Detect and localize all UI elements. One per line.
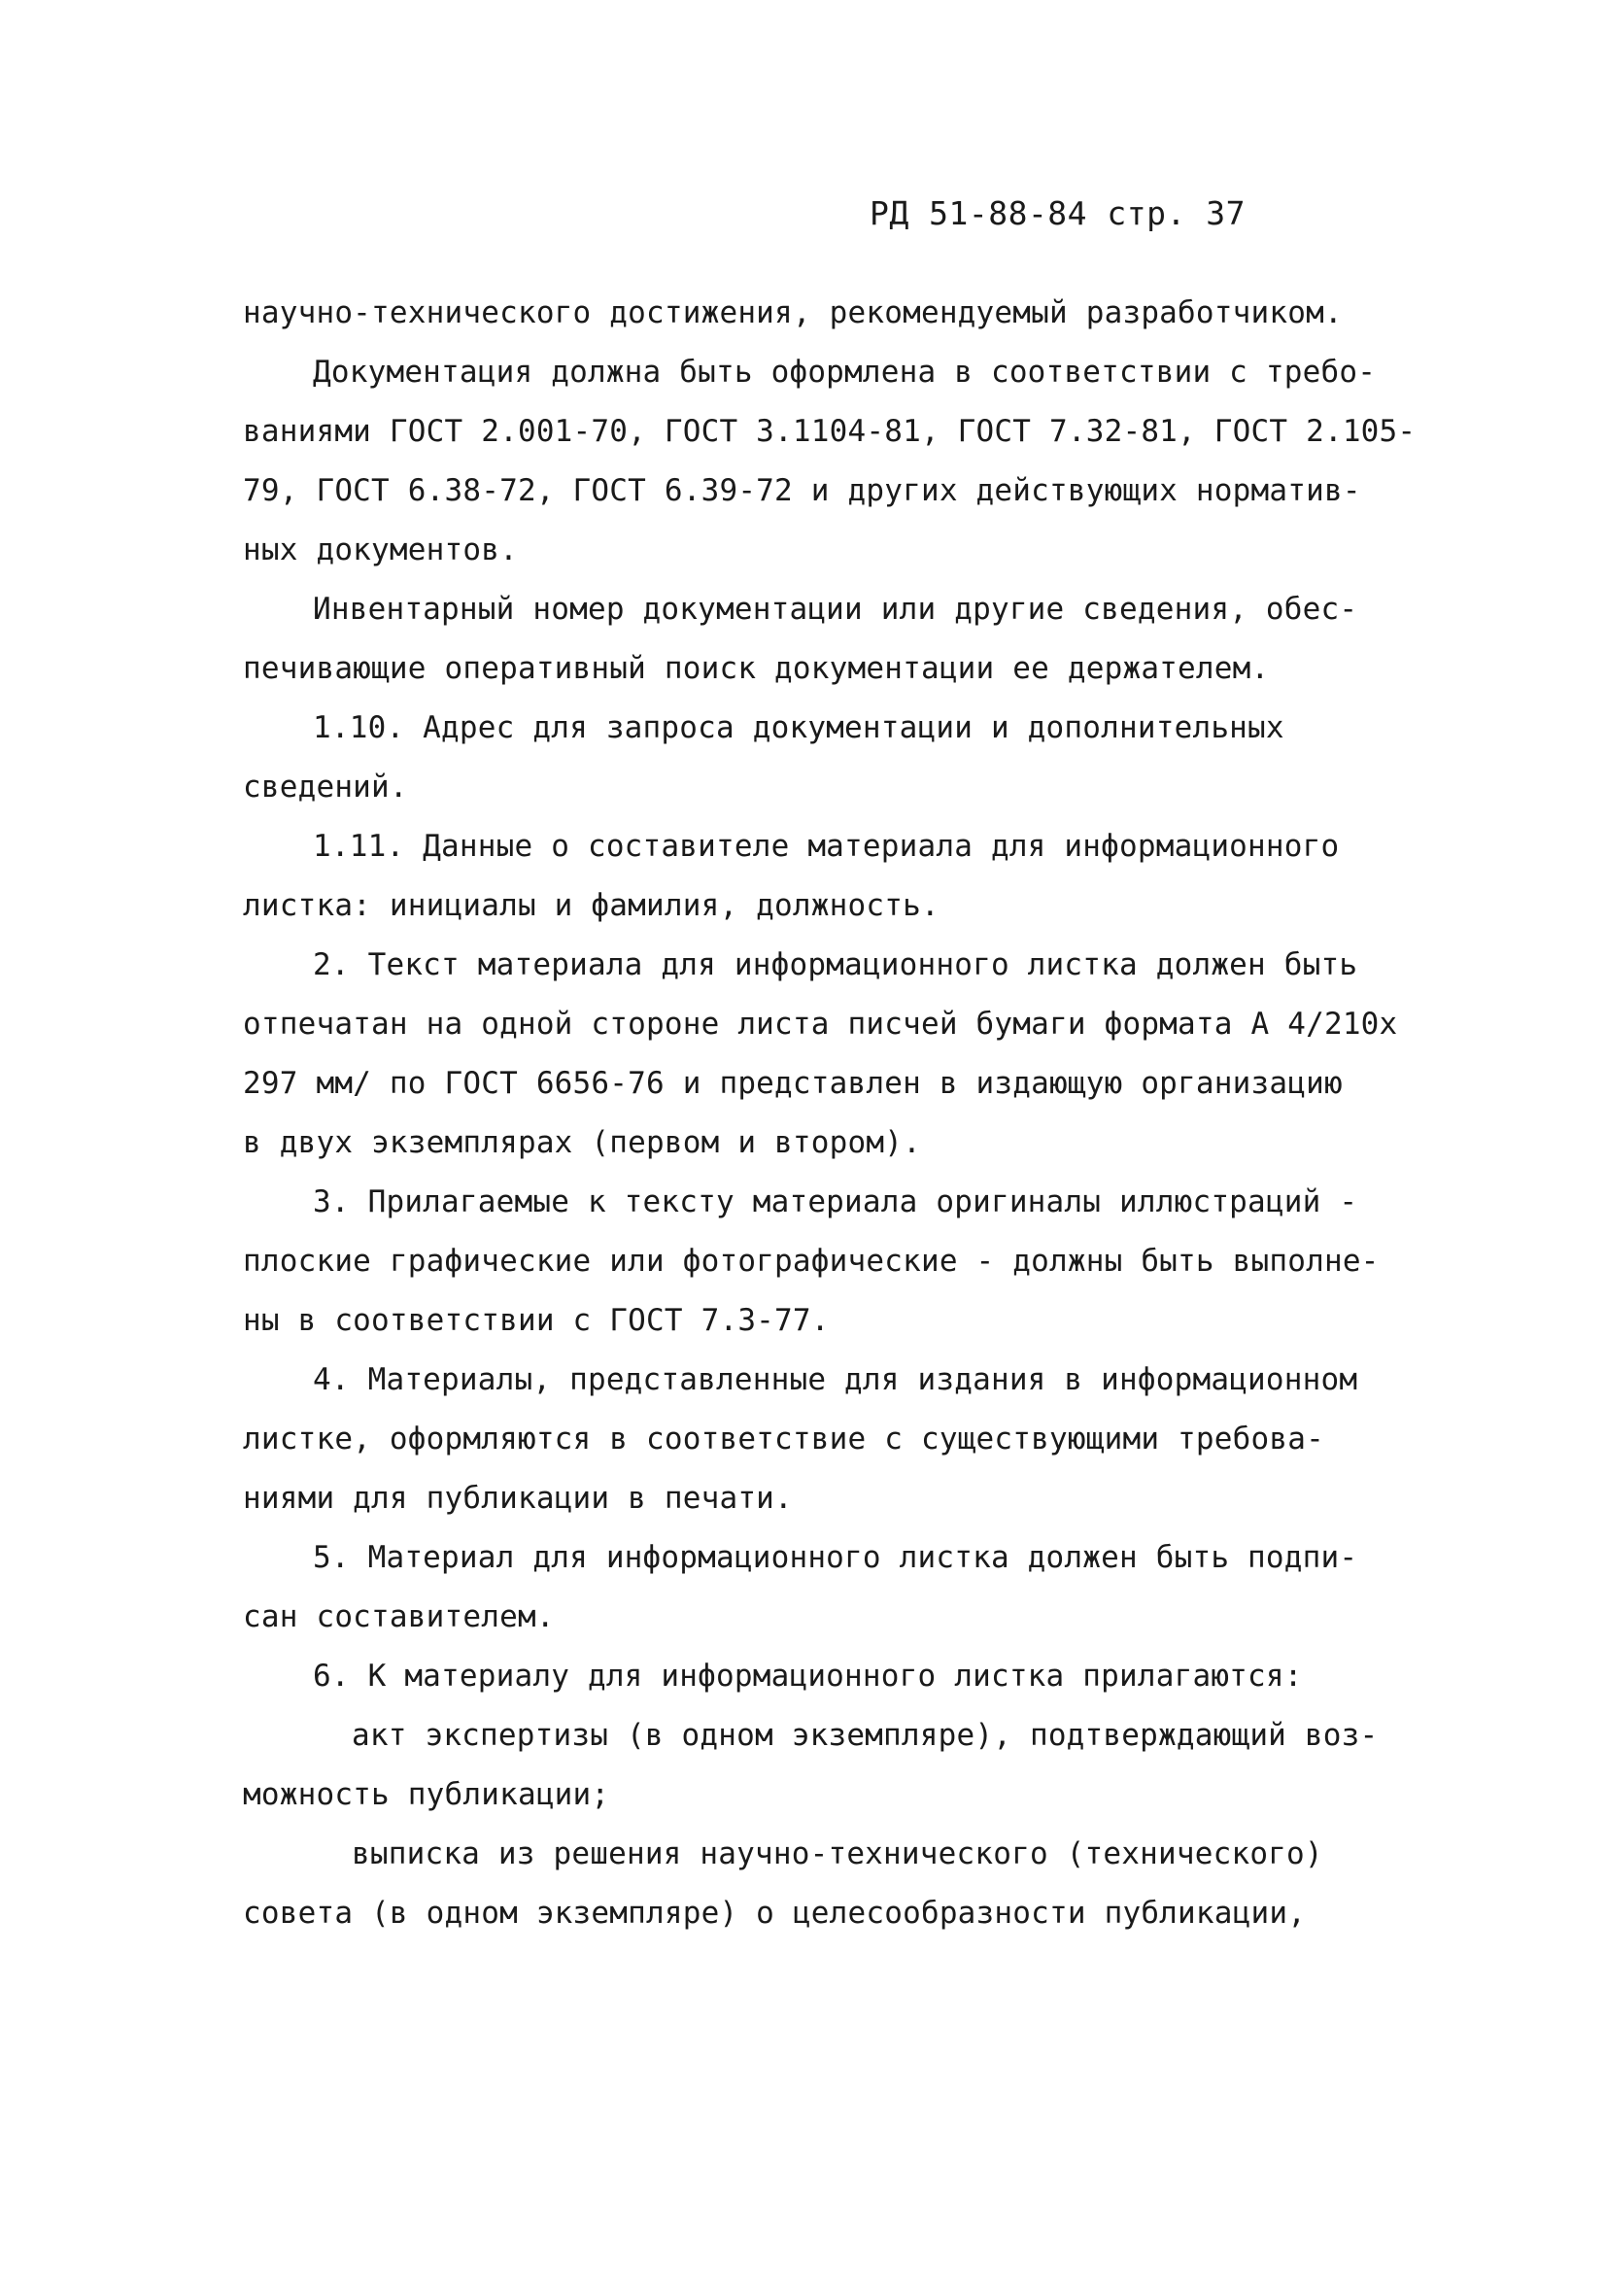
text-line: Документация должна быть оформлена в соответствии с требо- [313, 355, 1377, 390]
text-line: 1.11. Данные о составителе материала для информационного [313, 829, 1340, 864]
text-line: печивающие оперативный поиск документации ее держателем. [243, 651, 1270, 686]
text-line: ных документов. [243, 532, 518, 567]
text-line: 1.10. Адрес для запроса документации и дополнительных [313, 710, 1284, 745]
text-line: выписка из решения научно-технического (технического) [352, 1836, 1323, 1871]
text-line: плоские графические или фотографические - должны быть выполне- [243, 1244, 1380, 1279]
text-line: ны в соответствии с ГОСТ 7.3-77. [243, 1303, 830, 1338]
text-line: 5. Материал для информационного листка должен быть подпи- [313, 1540, 1358, 1575]
text-line: 4. Материалы, представленные для издания в информационном [313, 1362, 1358, 1397]
text-line: отпечатан на одной стороне листа писчей бумаги формата А 4/210х [243, 1007, 1398, 1042]
text-line: листка: инициалы и фамилия, должность. [243, 888, 940, 923]
page-header: РД 51-88-84 стр. 37 [870, 194, 1246, 232]
text-line: 3. Прилагаемые к тексту материала оригиналы иллюстраций - [313, 1184, 1358, 1219]
text-line: ваниями ГОСТ 2.001-70, ГОСТ 3.1104-81, ГОСТ 7.32-81, ГОСТ 2.105- [243, 414, 1417, 449]
text-line: научно-технического достижения, рекомендуемый разработчиком. [243, 295, 1343, 330]
text-line: ниями для публикации в печати. [243, 1481, 793, 1516]
text-line: сан составителем. [243, 1599, 555, 1634]
text-line: можность публикации; [243, 1777, 610, 1812]
text-line: в двух экземплярах (первом и втором). [243, 1125, 921, 1160]
text-line: совета (в одном экземпляре) о целесообразности публикации, [243, 1896, 1307, 1931]
text-line: 2. Текст материала для информационного листка должен быть [313, 947, 1358, 982]
text-line: 6. К материалу для информационного листка прилагаются: [313, 1659, 1303, 1694]
text-line: Инвентарный номер документации или другие сведения, обес- [313, 592, 1358, 627]
text-line: листке, оформляются в соответствие с существующими требова- [243, 1422, 1324, 1456]
text-line: сведений. [243, 770, 408, 805]
text-line: 297 мм/ по ГОСТ 6656-76 и представлен в издающую организацию [243, 1066, 1343, 1101]
text-line: акт экспертизы (в одном экземпляре), подтверждающий воз- [352, 1718, 1379, 1753]
document-body [243, 284, 1417, 1943]
text-line: 79, ГОСТ 6.38-72, ГОСТ 6.39-72 и других действующих норматив- [243, 473, 1361, 508]
